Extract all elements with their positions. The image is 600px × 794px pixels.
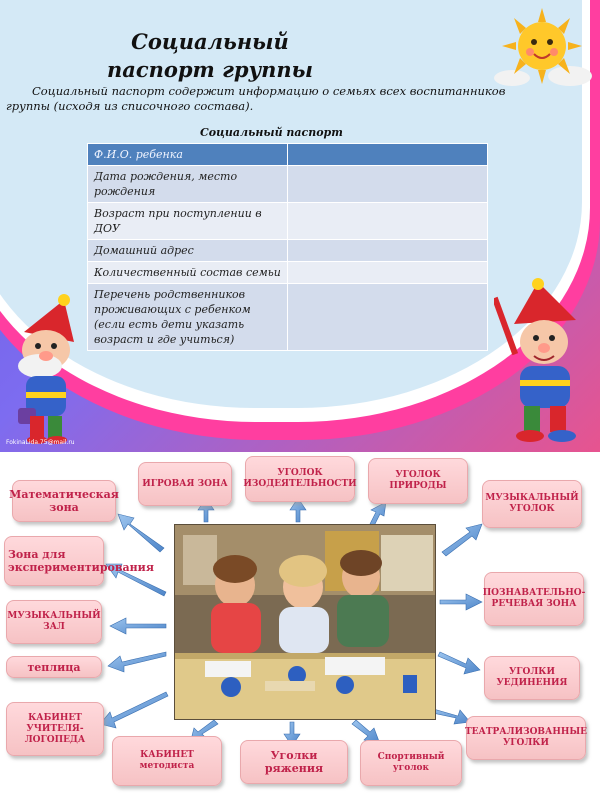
table-row: [88, 144, 488, 166]
zone-greenhouse: теплица: [6, 656, 102, 678]
zone-privacy: УГОЛКИ УЕДИНЕНИЯ: [484, 656, 580, 700]
table-cell-label: Перечень родственников проживающих с ребенком (если есть дети указать возраст и где учиться): [88, 284, 288, 351]
arrow-icon: [108, 652, 166, 672]
table-cell-value: [288, 203, 488, 240]
arrow-icon: [442, 524, 482, 556]
zone-nature: УГОЛОК ПРИРОДЫ: [368, 458, 468, 504]
arrow-icon: [110, 618, 166, 634]
table-row: [88, 240, 488, 262]
table-row: [88, 203, 488, 240]
zones-slide: [0, 452, 600, 794]
zone-math: Математическая зона: [12, 480, 116, 522]
table-cell-label: Количественный состав семьи: [88, 262, 288, 284]
gnome-right-icon: [494, 276, 596, 444]
table-cell-label: Ф.И.О. ребенка: [88, 144, 288, 166]
arrow-icon: [440, 594, 482, 610]
social-passport-table: [87, 143, 488, 351]
sun-icon: [490, 6, 594, 90]
zone-sport: Спортивный уголок: [360, 740, 462, 786]
table-cell-value: [288, 166, 488, 203]
table-caption: Социальный паспорт: [200, 126, 343, 139]
zone-methodist: КАБИНЕТ методиста: [112, 736, 222, 786]
zone-speech-therapist: КАБИНЕТ УЧИТЕЛЯ-ЛОГОПЕДА: [6, 702, 104, 756]
children-photo-image: [175, 525, 436, 720]
arrow-icon: [118, 514, 164, 552]
table-cell-label: Возраст при поступлении в ДОУ: [88, 203, 288, 240]
table-row: [88, 166, 488, 203]
table-cell-value: [288, 240, 488, 262]
table-cell-label: Домашний адрес: [88, 240, 288, 262]
zone-theatre: ТЕАТРАЛИЗОВАННЫЕ УГОЛКИ: [466, 716, 586, 760]
slide-intro-text: Социальный паспорт содержит информацию о семьях всех воспитанников группы (исходя из списочного состава).: [6, 84, 506, 113]
zone-cognitive: ПОЗНАВАТЕЛЬНО-РЕЧЕВАЯ ЗОНА: [484, 572, 584, 626]
zone-dressing: Уголки ряжения: [240, 740, 348, 784]
zone-music-corner: МУЗЫКАЛЬНЫЙ УГОЛОК: [482, 480, 582, 528]
children-photo: [174, 524, 436, 720]
table-row: [88, 284, 488, 351]
zone-music-hall: МУЗЫКАЛЬНЫЙ ЗАЛ: [6, 600, 102, 644]
table-cell-value: [288, 284, 488, 351]
zone-experiment: Зона для экспериментирования: [4, 536, 104, 586]
gnome-left-icon: [4, 292, 86, 444]
arrow-icon: [370, 502, 386, 526]
table-row: [88, 262, 488, 284]
slide-title: Социальный паспорт группы: [106, 29, 314, 82]
table-cell-label: Дата рождения, место рождения: [88, 166, 288, 203]
table-cell-value: [288, 262, 488, 284]
zone-art: УГОЛОК ИЗОДЕЯТЕЛЬНОСТИ: [245, 456, 355, 502]
arrow-icon: [100, 692, 168, 728]
zone-game: ИГРОВАЯ ЗОНА: [138, 462, 232, 506]
arrow-icon: [438, 652, 480, 674]
author-credit: FokinaLida.75@mail.ru: [6, 439, 75, 446]
table-cell-value: [288, 144, 488, 166]
